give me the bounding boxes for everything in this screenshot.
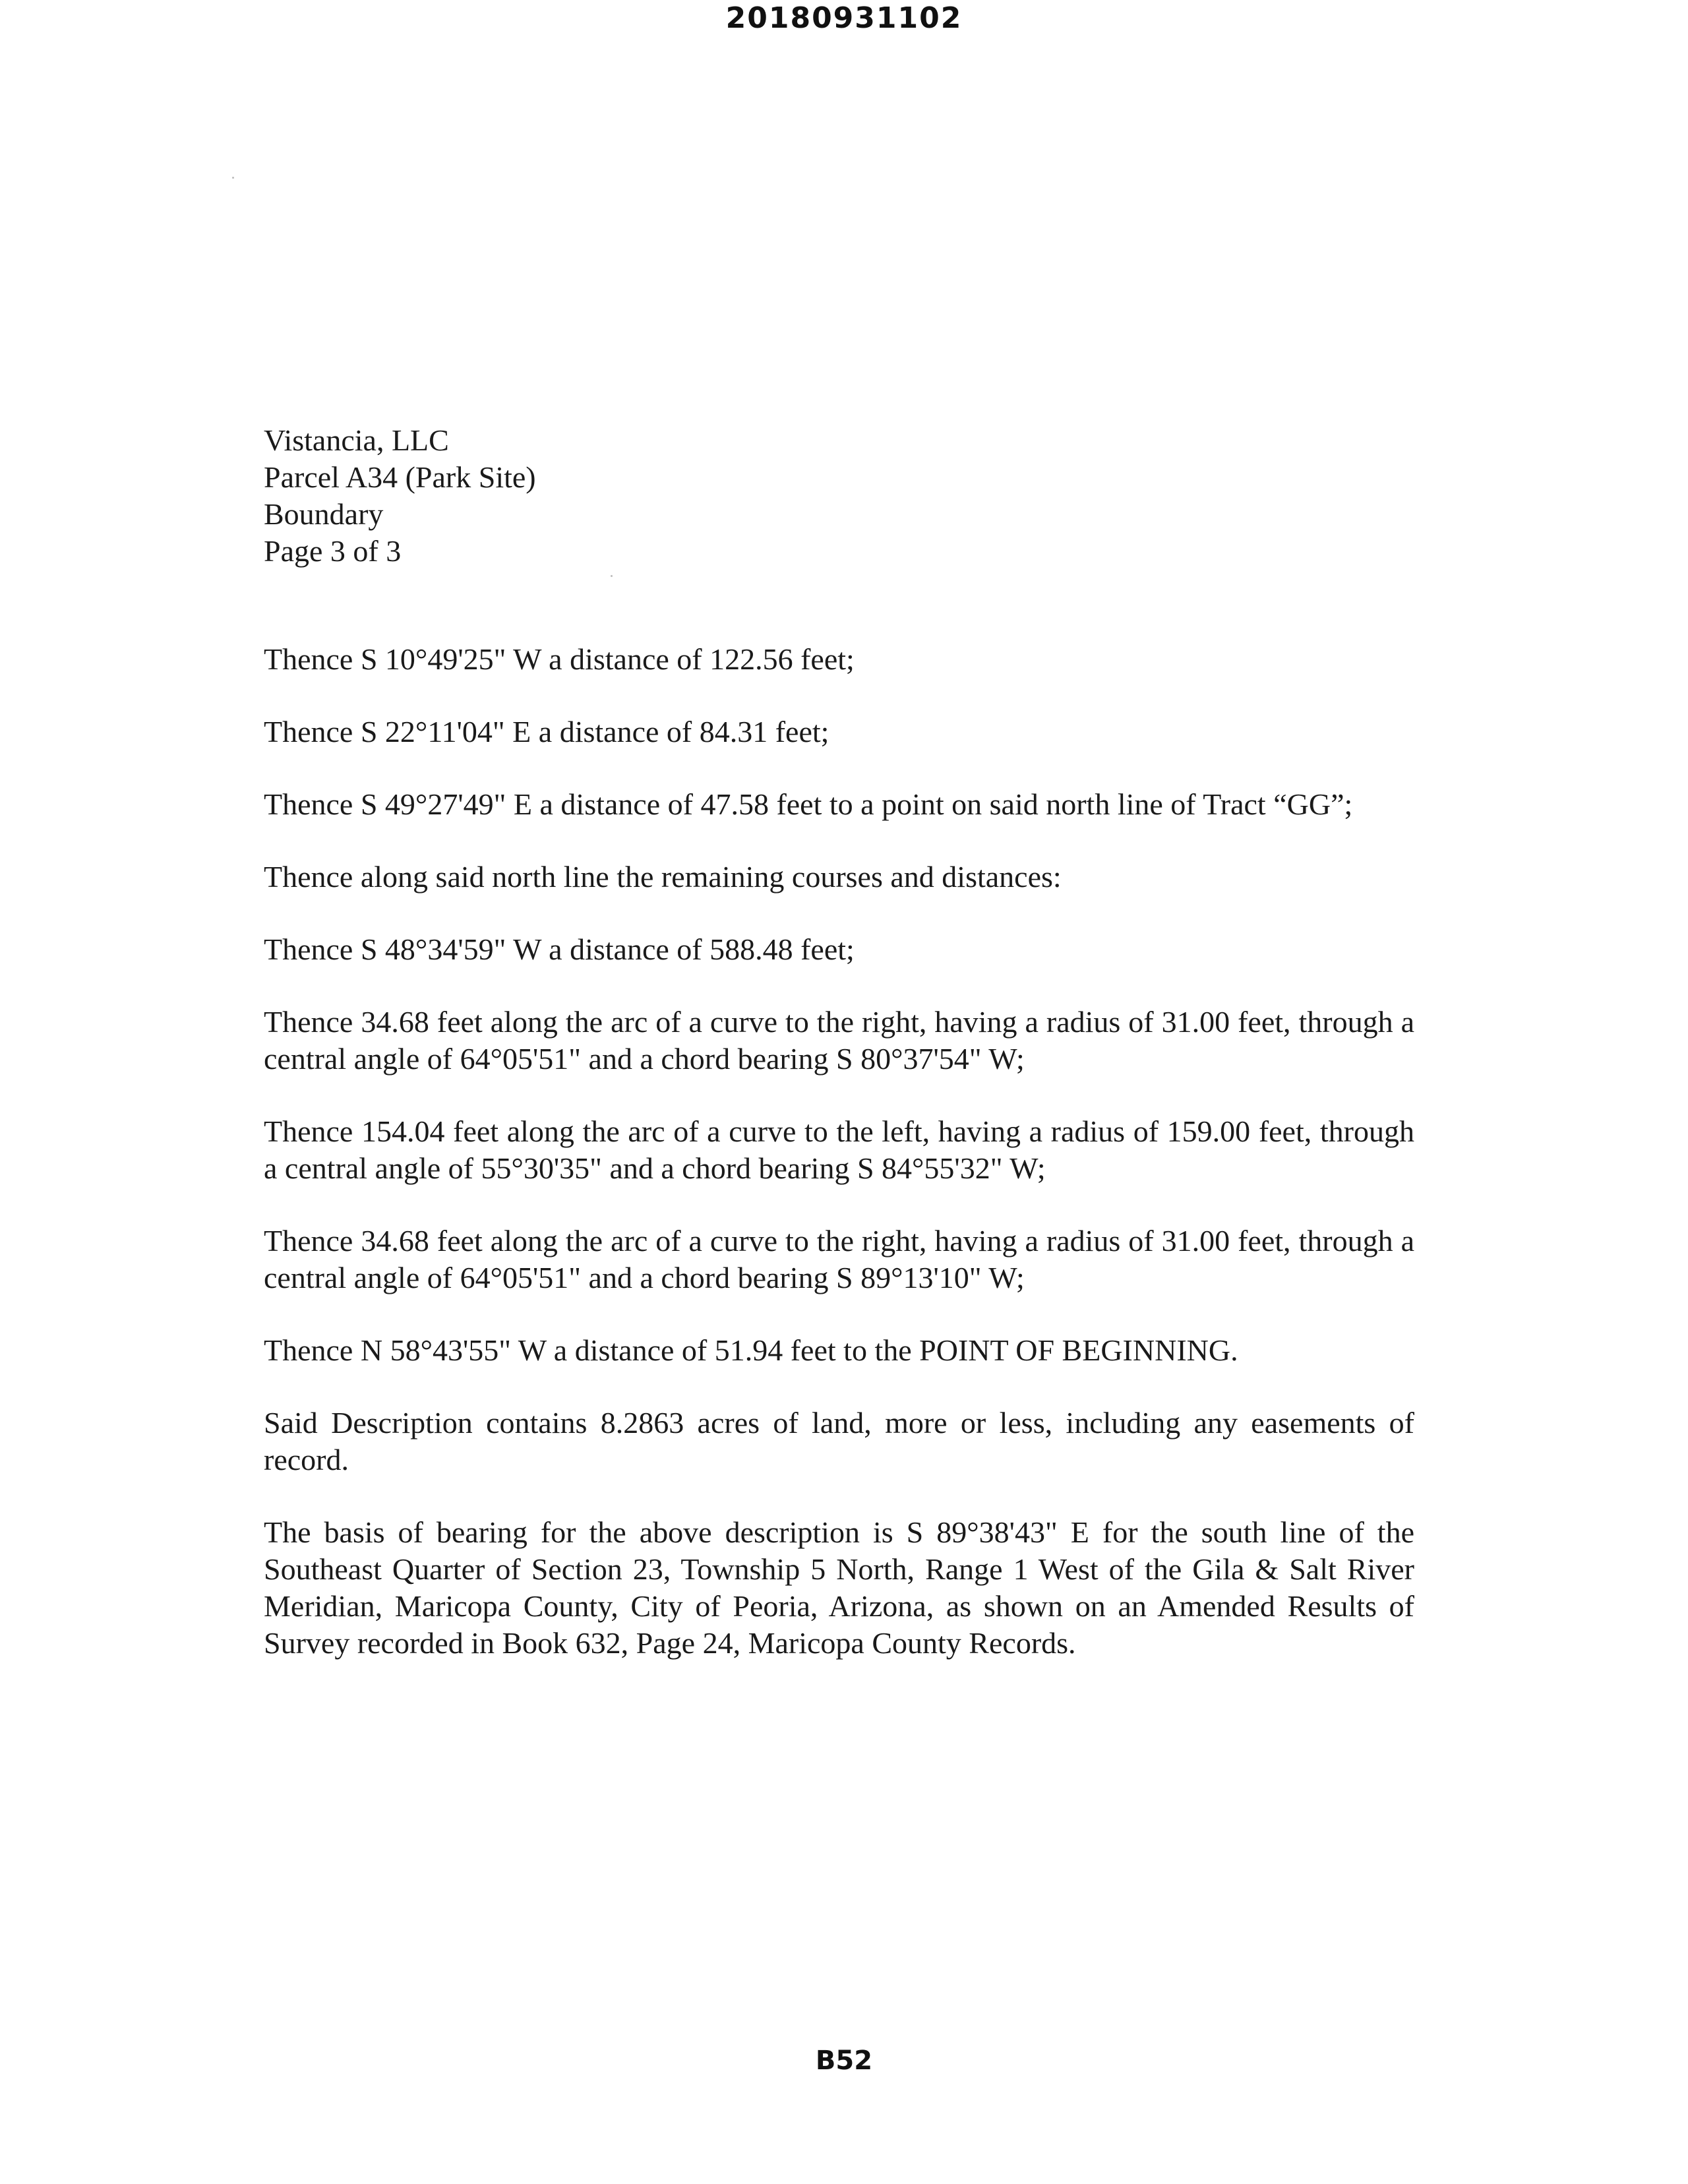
acreage-statement: Said Description contains 8.2863 acres of land, more or less, including any easements of record.	[264, 1406, 1414, 1476]
course-2: Thence S 22°11'04" E a distance of 84.31 feet;	[264, 715, 829, 748]
page-label: B52	[815, 2046, 873, 2076]
header-parcel: Parcel A34 (Park Site)	[264, 460, 536, 494]
course-final: Thence N 58°43'55" W a distance of 51.94 feet to the POINT OF BEGINNING.	[264, 1333, 1238, 1367]
header-page: Page 3 of 3	[264, 534, 402, 568]
recording-number: 20180931102	[725, 1, 963, 35]
header-owner: Vistancia, LLC	[264, 423, 449, 457]
basis-of-bearing: The basis of bearing for the above description is S 89°38'43" E for the south line of the Southeast Quarter of Section 23, Township 5 North, Range 1 West of the Gila & Salt River Meridian, Maricopa County, City of Peoria, Arizona, as shown on an Amended Results of Survey recorded in Book 632, Page 24, Maricopa County Records.	[264, 1515, 1414, 1660]
legal-description	[264, 641, 1414, 1697]
scan-speck	[232, 177, 234, 179]
course-3: Thence S 49°27'49" E a distance of 47.58 feet to a point on said north line of Tract “GG”;	[264, 787, 1353, 821]
curve-3: Thence 34.68 feet along the arc of a curve to the right, having a radius of 31.00 feet, through a central angle of 64°05'51" and a chord bearing S 89°13'10" W;	[264, 1224, 1414, 1294]
curve-2: Thence 154.04 feet along the arc of a curve to the left, having a radius of 159.00 feet, through a central angle of 55°30'35" and a chord bearing S 84°55'32" W;	[264, 1114, 1414, 1185]
header-type: Boundary	[264, 497, 384, 531]
course-1: Thence S 10°49'25" W a distance of 122.56 feet;	[264, 642, 855, 676]
course-intro: Thence along said north line the remaining courses and distances:	[264, 860, 1062, 894]
course-4: Thence S 48°34'59" W a distance of 588.48 feet;	[264, 932, 855, 966]
curve-1: Thence 34.68 feet along the arc of a curve to the right, having a radius of 31.00 feet, through a central angle of 64°05'51" and a chord bearing S 80°37'54" W;	[264, 1005, 1414, 1076]
document-header	[264, 422, 536, 570]
scan-speck	[611, 575, 613, 577]
